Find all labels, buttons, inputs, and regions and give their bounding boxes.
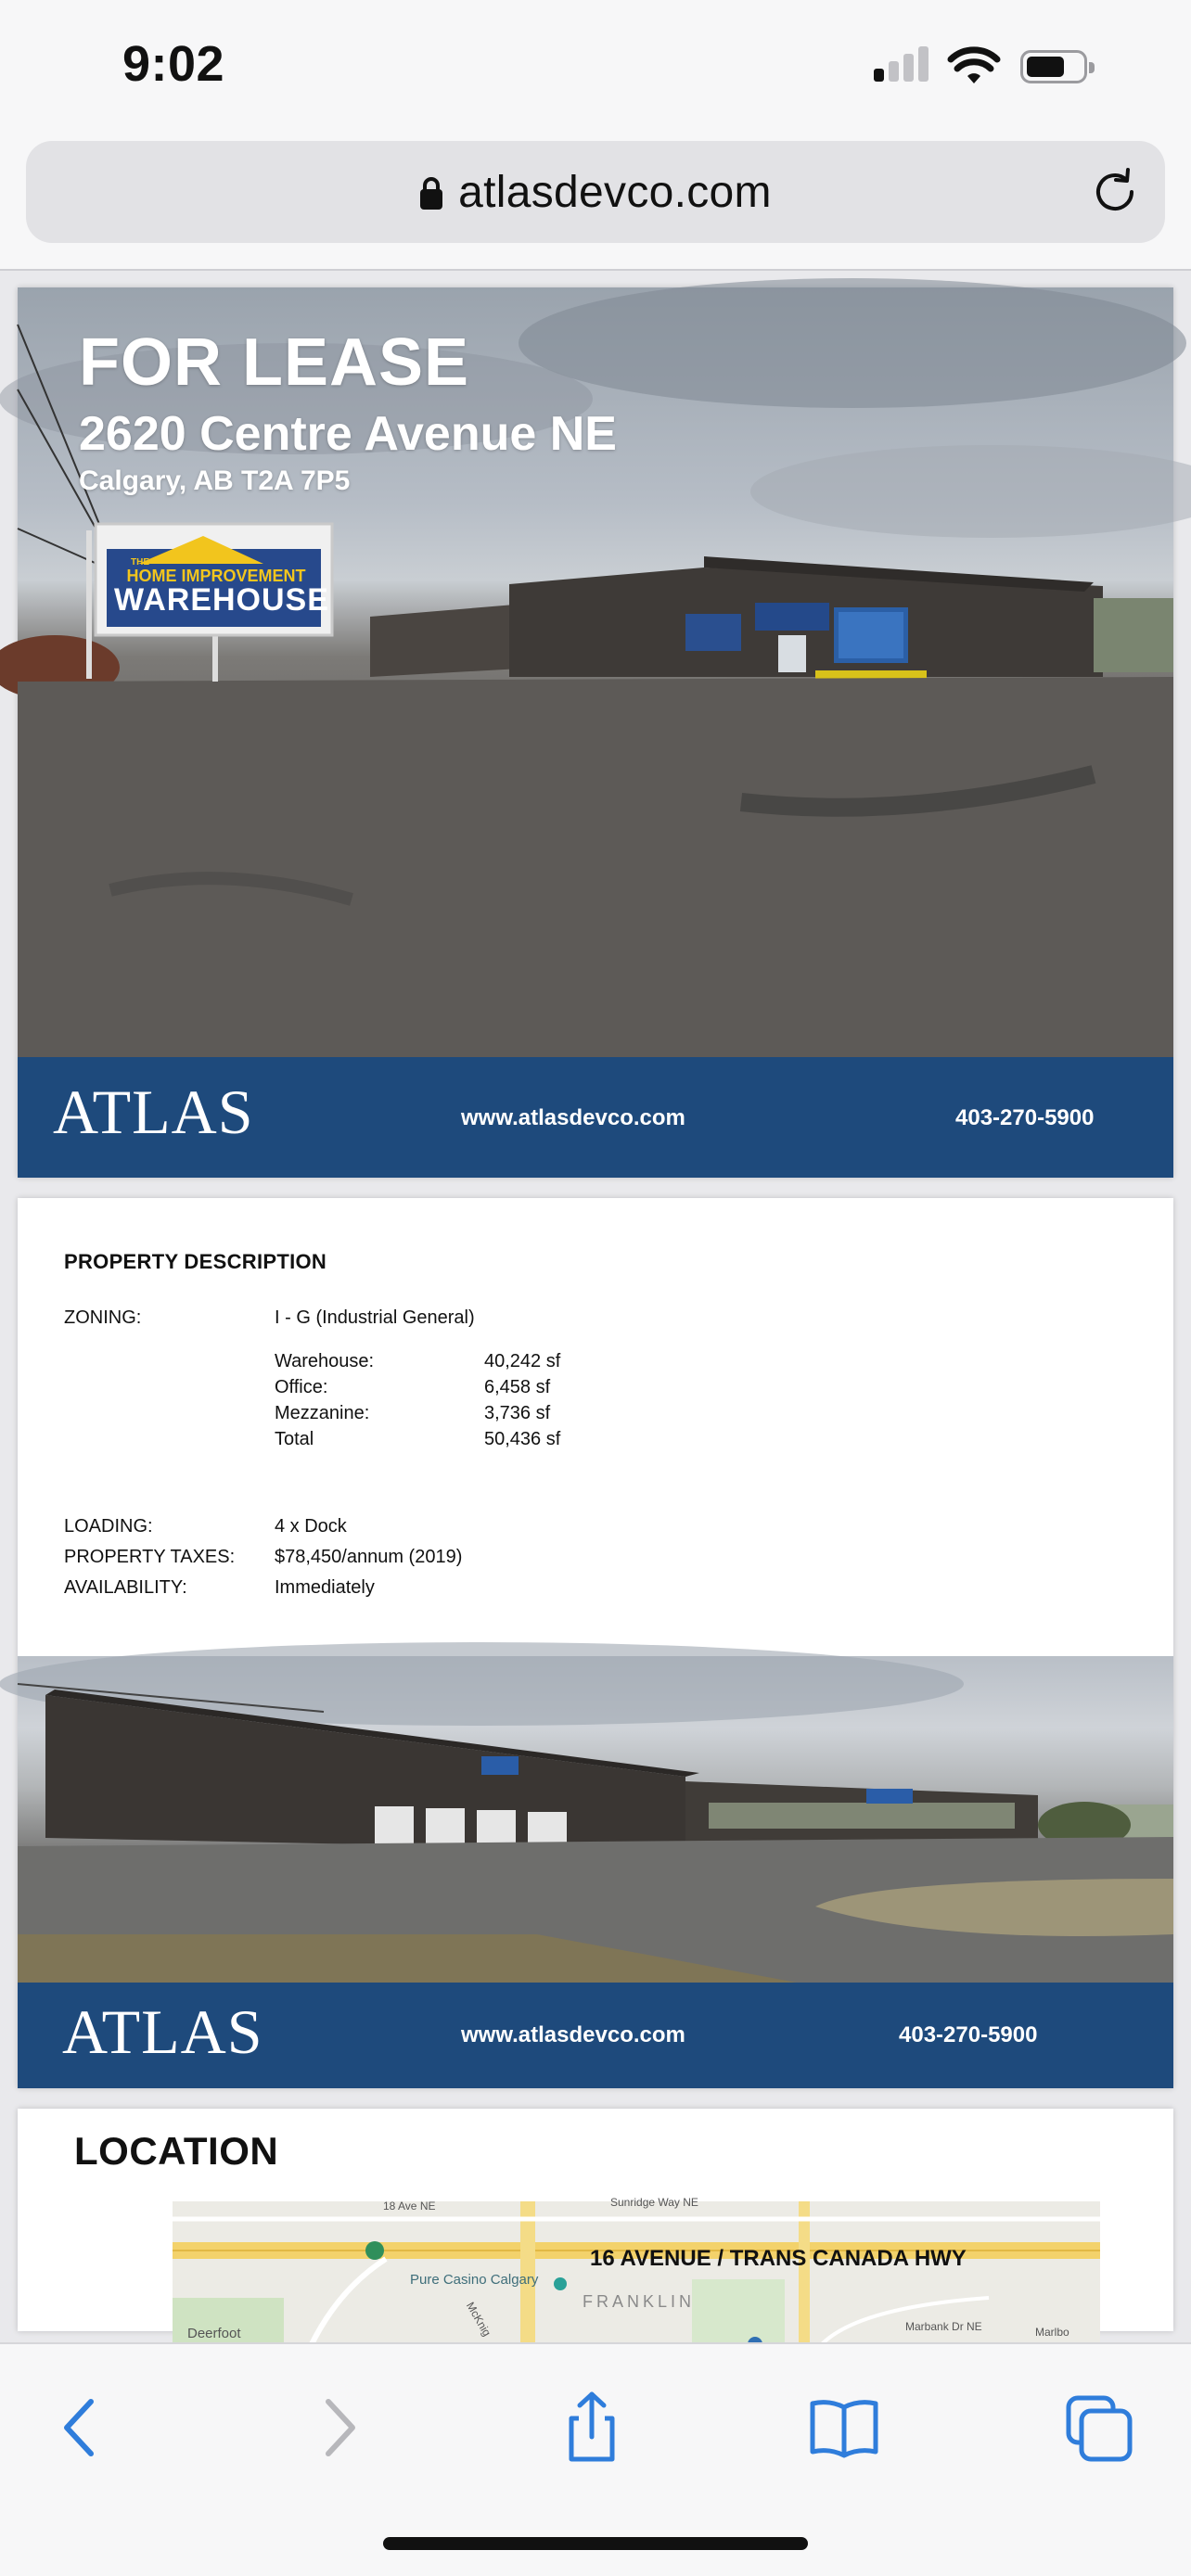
map-street-label: Deerfoot [187,2326,241,2341]
sign-text [114,557,329,618]
location-title: LOCATION [74,2129,279,2173]
area-label: Warehouse: [275,1351,375,1371]
address-bar[interactable] [26,141,1165,243]
map-poi-label: Pure Casino Calgary [410,2272,539,2288]
wifi-icon [948,46,1000,89]
building-photo [18,1656,1173,1983]
availability-label: AVAILABILITY: [64,1577,187,1598]
map-street-label: Marlbo [1035,2326,1069,2339]
property-heading: PROPERTY DESCRIPTION [64,1250,327,1273]
book-icon[interactable] [807,2391,881,2465]
footer-phone-link[interactable]: 403-270-5900 [899,2022,1038,2047]
taxes-value: $78,450/annum (2019) [275,1547,463,1567]
battery-icon [1020,50,1087,83]
map-street-label: McKnig [463,2300,494,2339]
listing-title: FOR LEASE [79,325,470,400]
atlas-logo: ATLAS [62,1996,263,2067]
hero-page [18,287,1173,1178]
listing-city: Calgary, AB T2A 7P5 [79,465,351,496]
tabs-icon[interactable] [1061,2391,1135,2465]
map-district-label: FRANKLIN [583,2292,696,2311]
location-map[interactable] [173,2196,1100,2344]
status-bar [0,0,1191,139]
loading-label: LOADING: [64,1516,153,1537]
status-icons [874,46,1115,89]
location-page [18,2109,1173,2341]
chevron-left-icon[interactable] [43,2391,117,2465]
zoning-label: ZONING: [64,1307,142,1328]
footer-website-link[interactable]: www.atlasdevco.com [461,1105,685,1130]
taxes-label: PROPERTY TAXES: [64,1547,236,1567]
sign-line2: HOME IMPROVEMENT [126,567,306,585]
loading-value: 4 x Dock [275,1516,347,1537]
area-value: 50,436 sf [484,1429,561,1449]
reload-icon[interactable] [1087,164,1143,220]
atlas-logo: ATLAS [53,1077,254,1147]
chevron-right-icon[interactable] [302,2391,377,2465]
listing-address: 2620 Centre Avenue NE [79,407,617,461]
status-time: 9:02 [122,36,225,92]
footer-phone-link[interactable]: 403-270-5900 [955,1105,1095,1130]
hero-photo [18,287,1173,1057]
footer-website-link[interactable]: www.atlasdevco.com [461,2022,685,2047]
map-street-label: Sunridge Way NE [610,2196,698,2209]
area-label: Mezzanine: [275,1403,370,1423]
footer-band [18,1057,1173,1178]
area-value: 40,242 sf [484,1351,561,1371]
area-label: Office: [275,1377,328,1397]
url-text: atlasdevco.com [458,167,772,217]
footer-band [18,1983,1173,2088]
chrome-divider [0,269,1191,271]
map-highway-label: 16 AVENUE / TRANS CANADA HWY [590,2246,967,2271]
cellular-signal-icon [874,45,929,82]
map-street-label: Marbank Dr NE [905,2320,982,2333]
property-description-page [18,1198,1173,2088]
availability-value: Immediately [275,1577,375,1598]
home-indicator [383,2537,808,2550]
sign-line1: THE [131,557,149,567]
area-value: 6,458 sf [484,1377,551,1397]
sign-line3: WAREHOUSE [114,582,329,618]
area-label: Total [275,1429,314,1449]
zoning-value: I - G (Industrial General) [275,1307,475,1328]
property-description [18,1198,1173,1656]
share-icon[interactable] [555,2391,629,2465]
map-street-label: 18 Ave NE [383,2200,436,2213]
lock-icon [419,175,443,210]
area-value: 3,736 sf [484,1403,551,1423]
